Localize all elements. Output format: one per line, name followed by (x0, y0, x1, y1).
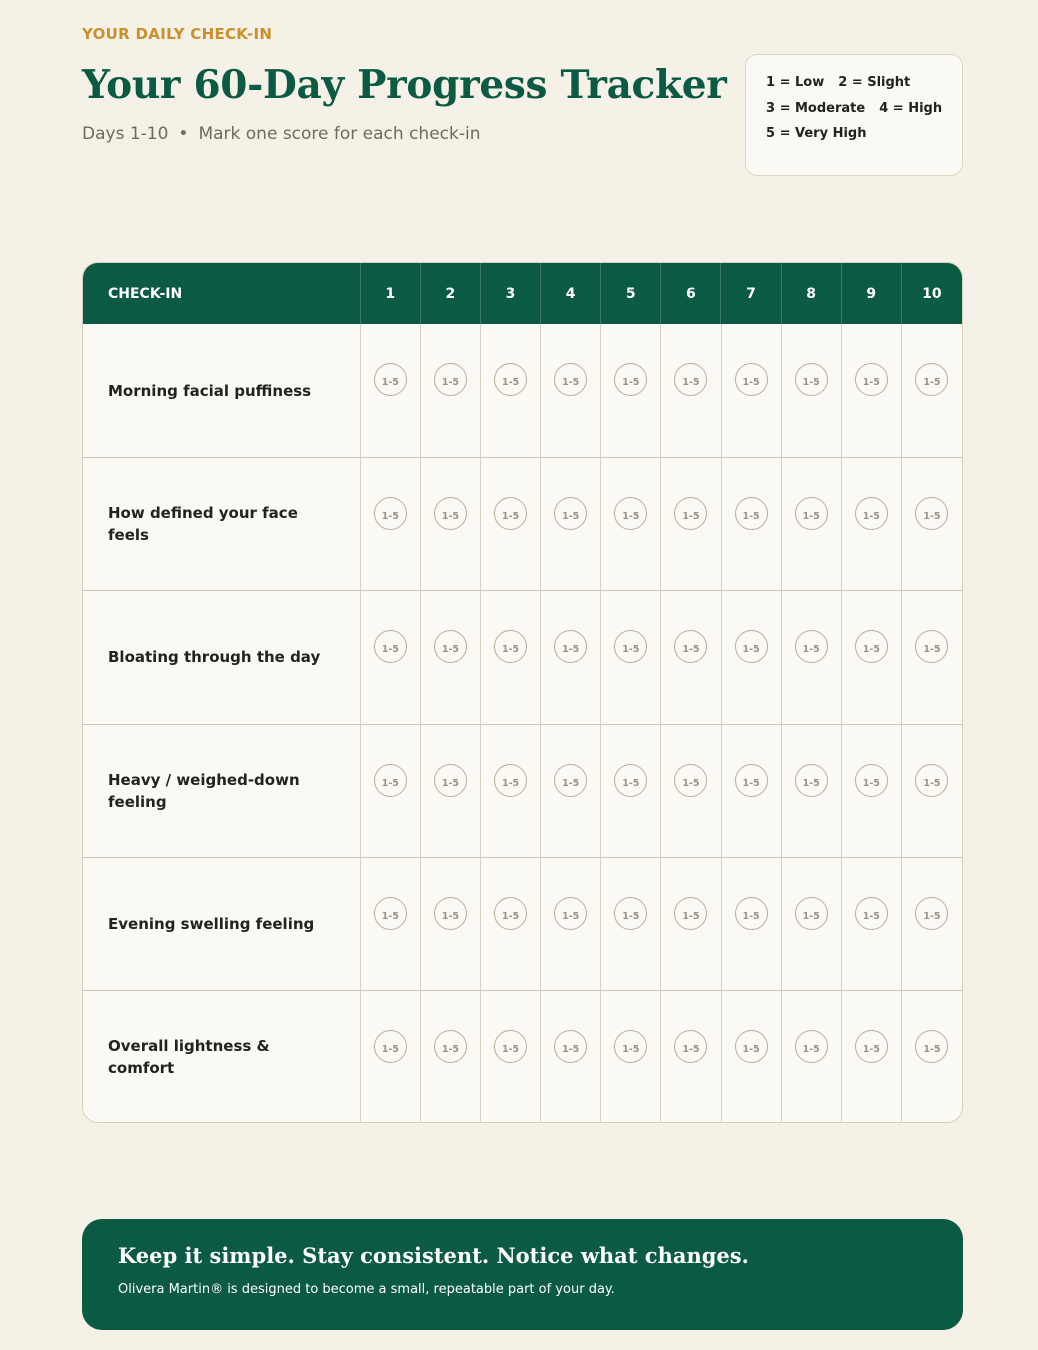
score-circle[interactable]: 1-5 (915, 764, 948, 797)
score-circle[interactable]: 1-5 (494, 630, 527, 663)
day-cell (902, 324, 962, 457)
score-circle[interactable]: 1-5 (554, 363, 587, 396)
score-circle[interactable]: 1-5 (614, 630, 647, 663)
score-circle[interactable]: 1-5 (494, 1030, 527, 1063)
header-day-8: 8 (782, 263, 842, 324)
score-circle[interactable]: 1-5 (554, 764, 587, 797)
score-circle[interactable]: 1-5 (735, 1030, 768, 1063)
score-circle[interactable]: 1-5 (674, 497, 707, 530)
header-day-2: 2 (421, 263, 481, 324)
score-circle[interactable]: 1-5 (795, 764, 828, 797)
score-circle[interactable]: 1-5 (374, 764, 407, 797)
row-label: Overall lightness & comfort (83, 991, 361, 1123)
legend-line-3 (766, 126, 962, 152)
header-day-4: 4 (541, 263, 601, 324)
score-circle[interactable]: 1-5 (374, 1030, 407, 1063)
score-circle[interactable]: 1-5 (915, 897, 948, 930)
score-circle[interactable]: 1-5 (735, 630, 768, 663)
day-cell (842, 591, 902, 723)
day-cell (782, 591, 842, 723)
day-cell (722, 591, 782, 723)
score-circle[interactable]: 1-5 (434, 363, 467, 396)
header-day-1: 1 (361, 263, 421, 324)
day-cell (541, 725, 601, 857)
legend-item-very-high: 5 = Very High (766, 126, 867, 141)
day-cell (902, 725, 962, 857)
score-circle[interactable]: 1-5 (674, 630, 707, 663)
score-circle[interactable]: 1-5 (915, 497, 948, 530)
day-cell (481, 324, 541, 457)
day-cell (601, 458, 661, 590)
footer-headline: Keep it simple. Stay consistent. Notice what changes. (118, 1243, 749, 1268)
day-cell (902, 458, 962, 590)
day-cell (481, 858, 541, 990)
score-circle[interactable]: 1-5 (614, 897, 647, 930)
score-circle[interactable]: 1-5 (795, 897, 828, 930)
row-label: Evening swelling feeling (83, 858, 361, 990)
row-label: How defined your face feels (83, 458, 361, 590)
table-row (83, 324, 962, 457)
score-circle[interactable]: 1-5 (855, 363, 888, 396)
day-cell (601, 324, 661, 457)
day-cell (361, 324, 421, 457)
day-cell (541, 858, 601, 990)
row-label: Bloating through the day (83, 591, 361, 723)
score-circle[interactable]: 1-5 (855, 497, 888, 530)
score-circle[interactable]: 1-5 (434, 630, 467, 663)
day-cell (481, 458, 541, 590)
score-circle[interactable]: 1-5 (614, 764, 647, 797)
score-circle[interactable]: 1-5 (674, 764, 707, 797)
day-cell (481, 725, 541, 857)
table-row (83, 857, 962, 990)
day-cell (421, 458, 481, 590)
day-cell (541, 591, 601, 723)
score-circle[interactable]: 1-5 (494, 497, 527, 530)
day-cell (722, 324, 782, 457)
score-circle[interactable]: 1-5 (614, 1030, 647, 1063)
day-cell (782, 458, 842, 590)
day-cell (601, 725, 661, 857)
score-circle[interactable]: 1-5 (855, 630, 888, 663)
score-circle[interactable]: 1-5 (374, 497, 407, 530)
day-cell (782, 725, 842, 857)
row-label: Morning facial puffiness (83, 324, 361, 457)
score-circle[interactable]: 1-5 (554, 497, 587, 530)
day-cell (782, 324, 842, 457)
day-cell (782, 858, 842, 990)
score-circle[interactable]: 1-5 (674, 1030, 707, 1063)
score-circle[interactable]: 1-5 (374, 897, 407, 930)
score-circle[interactable]: 1-5 (795, 1030, 828, 1063)
score-circle[interactable]: 1-5 (855, 1030, 888, 1063)
day-cell (722, 458, 782, 590)
legend-line-2 (766, 101, 962, 127)
day-cell (361, 991, 421, 1123)
day-cell (361, 725, 421, 857)
tracker-table (82, 262, 963, 1123)
score-circle[interactable]: 1-5 (614, 363, 647, 396)
score-circle[interactable]: 1-5 (434, 897, 467, 930)
day-cell (722, 991, 782, 1123)
day-cell (842, 458, 902, 590)
day-cell (722, 858, 782, 990)
score-circle[interactable]: 1-5 (614, 497, 647, 530)
table-row (83, 457, 962, 590)
page-subtitle (82, 124, 480, 144)
day-cell (661, 591, 721, 723)
table-body (83, 324, 962, 1123)
score-circle[interactable]: 1-5 (494, 764, 527, 797)
page-title: Your 60-Day Progress Tracker (82, 62, 727, 108)
day-cell (782, 991, 842, 1123)
day-cell (481, 991, 541, 1123)
day-cell (361, 458, 421, 590)
header-day-10: 10 (922, 285, 942, 302)
day-cell (361, 858, 421, 990)
table-header (83, 263, 962, 324)
day-cell (601, 858, 661, 990)
score-legend (745, 54, 963, 176)
legend-item-low: 1 = Low (766, 75, 825, 90)
day-cell (661, 458, 721, 590)
table-row (83, 990, 962, 1123)
legend-item-slight: 2 = Slight (838, 75, 911, 90)
header-checkin-label: CHECK-IN (83, 263, 361, 324)
header-day-5: 5 (601, 263, 661, 324)
day-cell (421, 725, 481, 857)
day-cell (842, 858, 902, 990)
score-circle[interactable]: 1-5 (855, 897, 888, 930)
day-cell (481, 591, 541, 723)
day-cell (902, 991, 962, 1123)
score-circle[interactable]: 1-5 (795, 497, 828, 530)
score-circle[interactable]: 1-5 (374, 363, 407, 396)
row-label: Heavy / weighed-down feeling (83, 725, 361, 857)
day-cell (421, 324, 481, 457)
day-cell (661, 324, 721, 457)
day-cell (902, 591, 962, 723)
day-cell (541, 458, 601, 590)
score-circle[interactable]: 1-5 (735, 497, 768, 530)
footer-note: Olivera Martin® is designed to become a small, repeatable part of your day. (118, 1282, 615, 1297)
score-circle[interactable]: 1-5 (434, 1030, 467, 1063)
score-circle[interactable]: 1-5 (735, 897, 768, 930)
score-circle[interactable]: 1-5 (915, 1030, 948, 1063)
day-cell (842, 324, 902, 457)
header-day-7: 7 (721, 263, 781, 324)
score-circle[interactable]: 1-5 (674, 897, 707, 930)
subtitle-separator: • (178, 124, 189, 144)
score-circle[interactable]: 1-5 (735, 363, 768, 396)
score-circle[interactable]: 1-5 (795, 630, 828, 663)
day-cell (541, 324, 601, 457)
subtitle-days: Days 1-10 (82, 124, 169, 144)
day-cell (421, 591, 481, 723)
day-cell (601, 591, 661, 723)
score-circle[interactable]: 1-5 (554, 1030, 587, 1063)
legend-item-moderate: 3 = Moderate (766, 100, 866, 116)
day-cell (842, 991, 902, 1123)
day-cell (601, 991, 661, 1123)
header-day-3: 3 (481, 263, 541, 324)
table-row (83, 724, 962, 857)
table-row (83, 590, 962, 723)
score-circle[interactable]: 1-5 (374, 630, 407, 663)
score-circle[interactable]: 1-5 (855, 764, 888, 797)
eyebrow-label: YOUR DAILY CHECK-IN (82, 25, 273, 43)
day-cell (842, 725, 902, 857)
header-day-6: 6 (661, 263, 721, 324)
legend-item-high: 4 = High (879, 100, 943, 116)
day-cell (902, 858, 962, 990)
legend-line-1 (766, 75, 962, 101)
score-circle[interactable]: 1-5 (494, 363, 527, 396)
day-cell (421, 858, 481, 990)
day-cell (661, 858, 721, 990)
score-circle[interactable]: 1-5 (915, 630, 948, 663)
header-day-9: 9 (842, 263, 902, 324)
day-cell (361, 591, 421, 723)
day-cell (541, 991, 601, 1123)
day-cell (722, 725, 782, 857)
score-circle[interactable]: 1-5 (494, 897, 527, 930)
score-circle[interactable]: 1-5 (434, 497, 467, 530)
score-circle[interactable]: 1-5 (434, 764, 467, 797)
score-circle[interactable]: 1-5 (554, 630, 587, 663)
day-cell (661, 991, 721, 1123)
score-circle[interactable]: 1-5 (915, 363, 948, 396)
score-circle[interactable]: 1-5 (735, 764, 768, 797)
day-cell (421, 991, 481, 1123)
score-circle[interactable]: 1-5 (674, 363, 707, 396)
footer-banner (82, 1219, 963, 1330)
subtitle-instruction: Mark one score for each check-in (198, 124, 481, 144)
day-cell (661, 725, 721, 857)
score-circle[interactable]: 1-5 (795, 363, 828, 396)
score-circle[interactable]: 1-5 (554, 897, 587, 930)
